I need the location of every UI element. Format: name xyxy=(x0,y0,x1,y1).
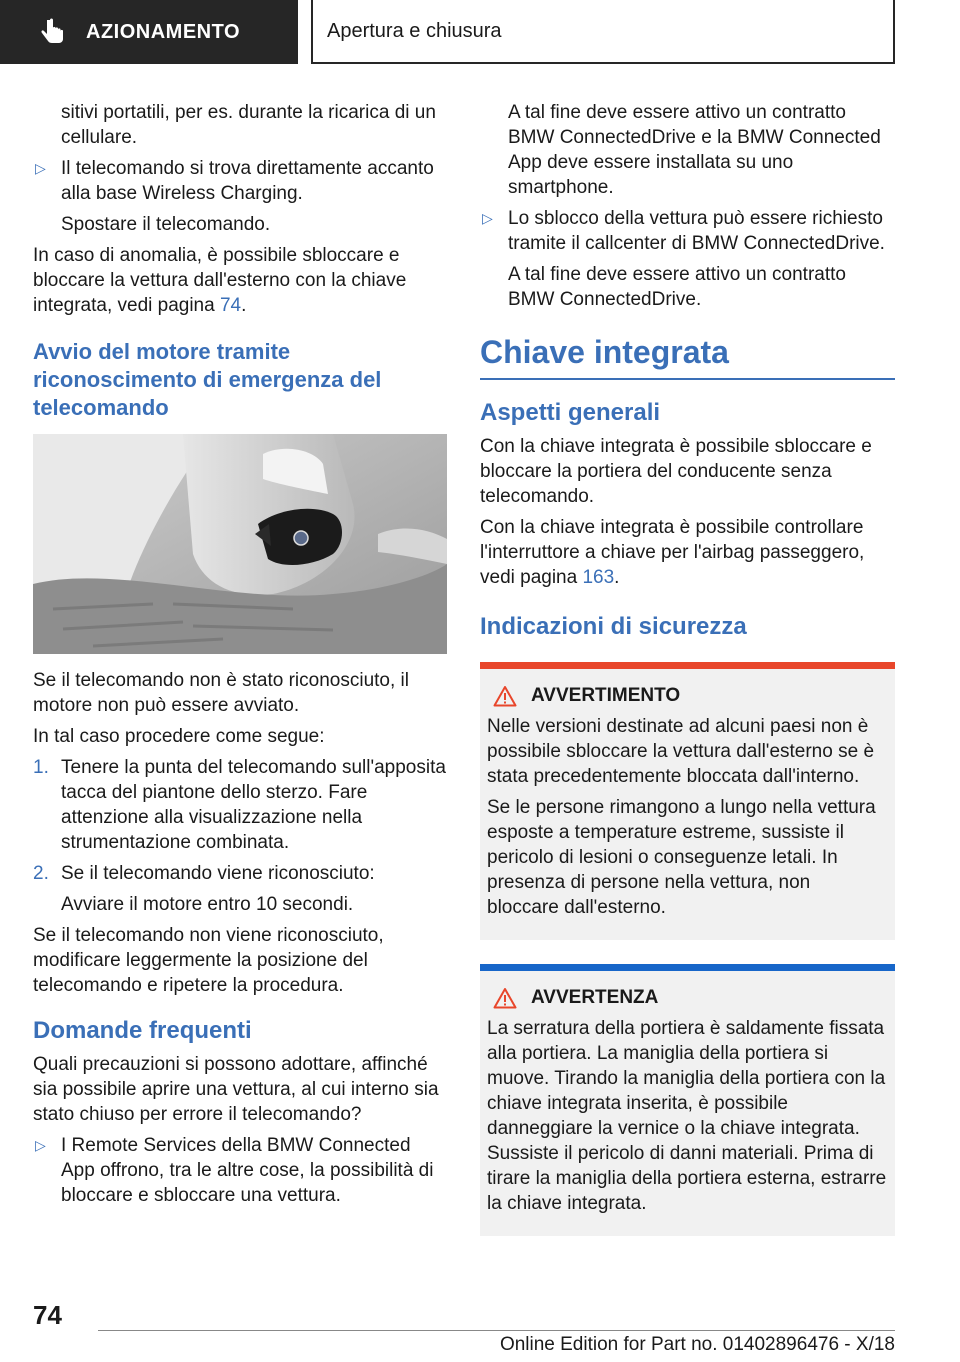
warning-title-text: AVVERTIMENTO xyxy=(531,685,681,706)
paragraph: Se il telecomando non è stato riconosciuto, il motore non può essere avviato. xyxy=(33,670,409,716)
heading-emergency-start: Avvio del motore tramite riconoscimento di emergenza del telecomando xyxy=(33,339,382,420)
heading-faq: Domande frequenti xyxy=(33,1017,252,1044)
triangle-bullet-icon: ▷ xyxy=(482,210,493,226)
paragraph: Con la chiave integrata è possibile sbloccare e bloccare la portiera del conducente senza telecomando. xyxy=(480,436,872,507)
step-item xyxy=(33,755,447,855)
paragraph: sitivi portatili, per es. durante la ricarica di un cellulare. xyxy=(61,102,436,148)
step-text: Tenere la punta del telecomando sull'apposita tacca del piantone dello sterzo. Fare attenzione alla visualizzazione nella strumentazione combinata. xyxy=(61,757,446,853)
step-number: 1. xyxy=(33,757,49,778)
chapter-tab xyxy=(311,0,895,64)
page-link[interactable]: 74 xyxy=(219,295,242,316)
caution-box xyxy=(480,964,895,1236)
chapter-title: Apertura e chiusura xyxy=(327,19,502,42)
list-item xyxy=(480,206,895,256)
hand-pointer-icon xyxy=(38,17,68,47)
step-text: Se il telecomando viene riconosciuto: xyxy=(61,863,375,884)
heading-safety: Indicazioni di sicurezza xyxy=(480,613,747,640)
warning-box xyxy=(480,662,895,940)
paragraph: Se il telecomando non viene riconosciuto, modificare leggermente la posizione del telecomando e ripetere la procedura. xyxy=(33,925,384,996)
paragraph xyxy=(33,243,447,318)
warning-triangle-icon xyxy=(493,685,517,707)
page-header xyxy=(0,0,960,66)
section-tab xyxy=(0,0,298,64)
caution-title-text: AVVERTENZA xyxy=(531,987,659,1008)
list-item-text: Lo sblocco della vettura può essere richiesto tramite il callcenter di BMW ConnectedDrive. xyxy=(508,208,885,254)
paragraph: La serratura della portiera è saldamente fissata alla portiera. La maniglia della portiera si muove. Tirando la maniglia della portiera con la chiave integrata inserita, è possibile danneggiare la vernice o la chiave integrata. Sussiste il pericolo di danni materiali. Prima di tirare la maniglia della portiera esterna, estrarre la chiave integrata. xyxy=(487,1018,887,1214)
step-number: 2. xyxy=(33,863,49,884)
footer-divider xyxy=(98,1330,895,1331)
paragraph: Avviare il motore entro 10 secondi. xyxy=(61,894,354,915)
paragraph-text: In caso di anomalia, è possibile sbloccare e bloccare la vettura dall'esterno con la chiave integrata, vedi pagina xyxy=(33,245,407,316)
section-title: AZIONAMENTO xyxy=(86,20,241,43)
page-number: 74 xyxy=(33,1300,62,1330)
list-item xyxy=(33,156,447,206)
heading-integrated-key: Chiave integrata xyxy=(480,332,895,380)
paragraph: Quali precauzioni si possono adottare, affinché sia possibile aprire una vettura, al cui interno sia stato chiuso per errore il telecomando? xyxy=(33,1054,439,1125)
steering-column-photo xyxy=(33,434,447,654)
list-item-text: Il telecomando si trova direttamente accanto alla base Wireless Charging. xyxy=(61,158,434,204)
paragraph: A tal fine deve essere attivo un contratto BMW ConnectedDrive. xyxy=(508,264,846,310)
paragraph xyxy=(480,515,895,590)
paragraph: In tal caso procedere come segue: xyxy=(33,726,325,747)
step-item xyxy=(33,861,447,886)
paragraph-end: . xyxy=(614,567,620,588)
paragraph-text: Con la chiave integrata è possibile controllare l'interruttore a chiave per l'airbag passeggero, vedi pagina xyxy=(480,517,865,588)
paragraph-end: . xyxy=(241,295,247,316)
paragraph: Spostare il telecomando. xyxy=(61,214,271,235)
triangle-bullet-icon: ▷ xyxy=(35,160,46,176)
left-column xyxy=(33,100,447,1214)
paragraph: A tal fine deve essere attivo un contratto BMW ConnectedDrive e la BMW Connected App deve essere installata su uno smartphone. xyxy=(508,102,881,198)
right-column xyxy=(480,100,895,1236)
list-item-text: I Remote Services della BMW Connected App offrono, tra le altre cose, la possibilità di bloccare e sbloccare una vettura. xyxy=(61,1135,434,1206)
page-link[interactable]: 163 xyxy=(582,567,615,588)
footer-edition: Online Edition for Part no. 01402896476 - X/18 xyxy=(499,1334,895,1355)
warning-triangle-icon xyxy=(493,987,517,1009)
paragraph: Se le persone rimangono a lungo nella vettura esposte a temperature estreme, sussiste il pericolo di lesioni o conseguenze letali. In presenza di persone nella vettura, non bloccare dall'esterno. xyxy=(487,797,876,918)
heading-general: Aspetti generali xyxy=(480,399,661,426)
paragraph: Nelle versioni destinate ad alcuni paesi non è possibile sbloccare la vettura dall'esterno se è stata precedentemente bloccata dall'interno. xyxy=(487,716,875,787)
caution-title xyxy=(487,985,887,1010)
warning-title xyxy=(487,683,887,708)
triangle-bullet-icon: ▷ xyxy=(35,1137,46,1153)
list-item xyxy=(33,1133,447,1208)
